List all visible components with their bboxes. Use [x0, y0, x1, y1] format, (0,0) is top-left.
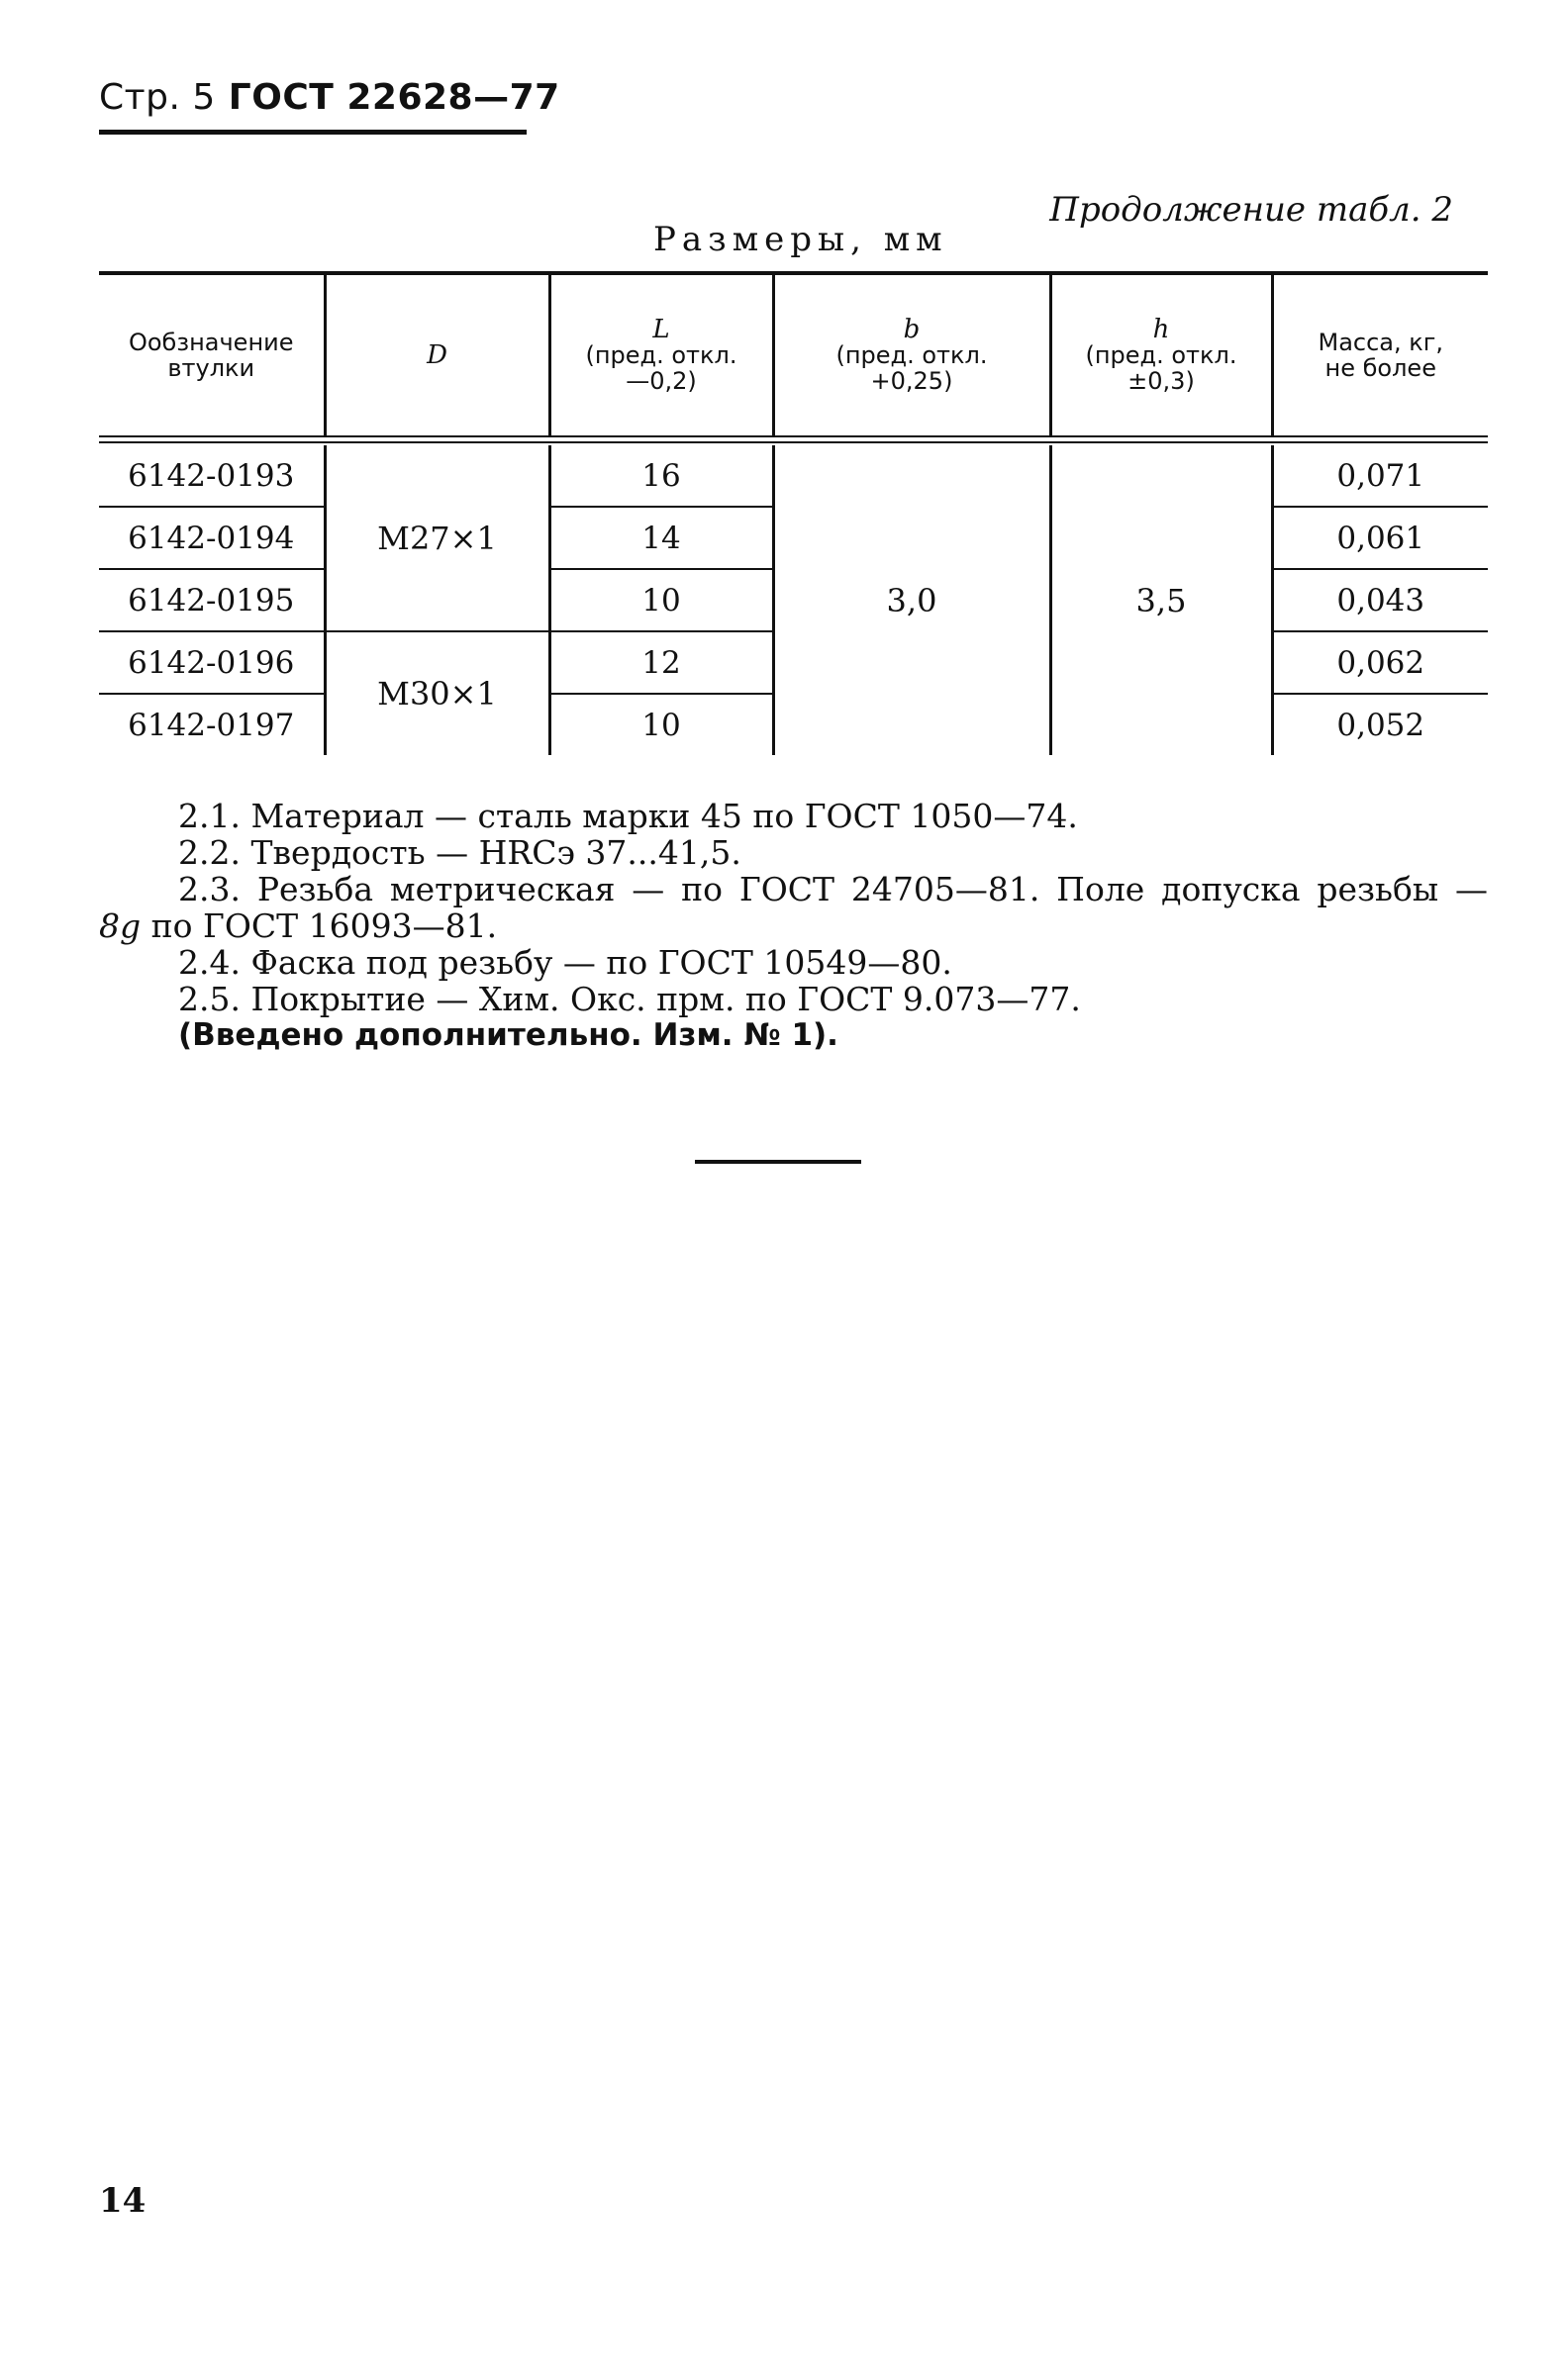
- tolerance-class: 8g: [99, 906, 142, 945]
- note-coating: 2.5. Покрытие — Хим. Окс. прм. по ГОСТ 9.073—77.: [178, 980, 1081, 1018]
- header-b: b (пред. откл. +0,25): [773, 275, 1050, 435]
- table-header-rule: [99, 435, 1488, 443]
- header-rule: [99, 130, 527, 135]
- note-chamfer: 2.4. Фаска под резьбу — по ГОСТ 10549—80.: [178, 943, 952, 982]
- page-header: [99, 77, 560, 118]
- note-material: 2.1. Материал — сталь марки 45 по ГОСТ 1050—74.: [178, 797, 1078, 835]
- header-d: D: [325, 275, 549, 435]
- note-thread-continued: 8g по ГОСТ 16093—81.: [99, 906, 498, 945]
- mass-cell: 0,043: [1272, 569, 1488, 631]
- table-grid: [99, 275, 1488, 435]
- table-row: [99, 445, 1488, 507]
- h-cell: 3,5: [1050, 445, 1272, 755]
- header-h: h (пред. откл. ±0,3): [1050, 275, 1272, 435]
- header-l: L (пред. откл. —0,2): [549, 275, 773, 435]
- designation-cell: 6142-0197: [128, 707, 295, 743]
- note-thread: 2.3. Резьба метрическая — по ГОСТ 24705—81. Поле допуска резьбы —: [178, 870, 1488, 908]
- note-amendment: (Введено дополнительно. Изм. № 1).: [178, 1017, 838, 1053]
- mass-cell: 0,071: [1272, 445, 1488, 507]
- b-cell: 3,0: [773, 445, 1050, 755]
- l-cell: 10: [549, 569, 773, 631]
- designation-cell: 6142-0194: [99, 507, 325, 569]
- end-rule: [695, 1160, 861, 1164]
- d-cell: М27×1: [325, 445, 549, 631]
- standard-number: ГОСТ 22628—77: [228, 77, 560, 118]
- l-cell: 10: [549, 694, 773, 755]
- header-designation: Ообзначение втулки: [128, 329, 294, 382]
- table-continuation-label: Продолжение табл. 2: [1049, 190, 1453, 230]
- mass-cell: 0,052: [1272, 694, 1488, 755]
- table-body: [99, 445, 1488, 755]
- table-caption: Размеры, мм: [653, 220, 948, 259]
- d-cell: М30×1: [325, 631, 549, 755]
- l-cell: 14: [549, 507, 773, 569]
- dimensions-table: [99, 271, 1488, 755]
- mass-cell: 0,061: [1272, 507, 1488, 569]
- designation-cell: 6142-0196: [99, 631, 325, 694]
- mass-cell: 0,062: [1272, 631, 1488, 694]
- page-number: 14: [99, 2181, 147, 2221]
- header-mass: Масса, кг, не более: [1272, 275, 1488, 435]
- l-cell: 12: [549, 631, 773, 694]
- designation-cell: 6142-0193: [99, 445, 325, 507]
- designation-cell: 6142-0195: [99, 569, 325, 631]
- table-header-row: [99, 275, 1488, 435]
- l-cell: 16: [549, 445, 773, 507]
- note-hardness: 2.2. Твердость — HRCэ 37...41,5.: [178, 833, 741, 872]
- page-prefix: Стр. 5: [99, 77, 216, 118]
- notes-section: [99, 798, 1488, 1054]
